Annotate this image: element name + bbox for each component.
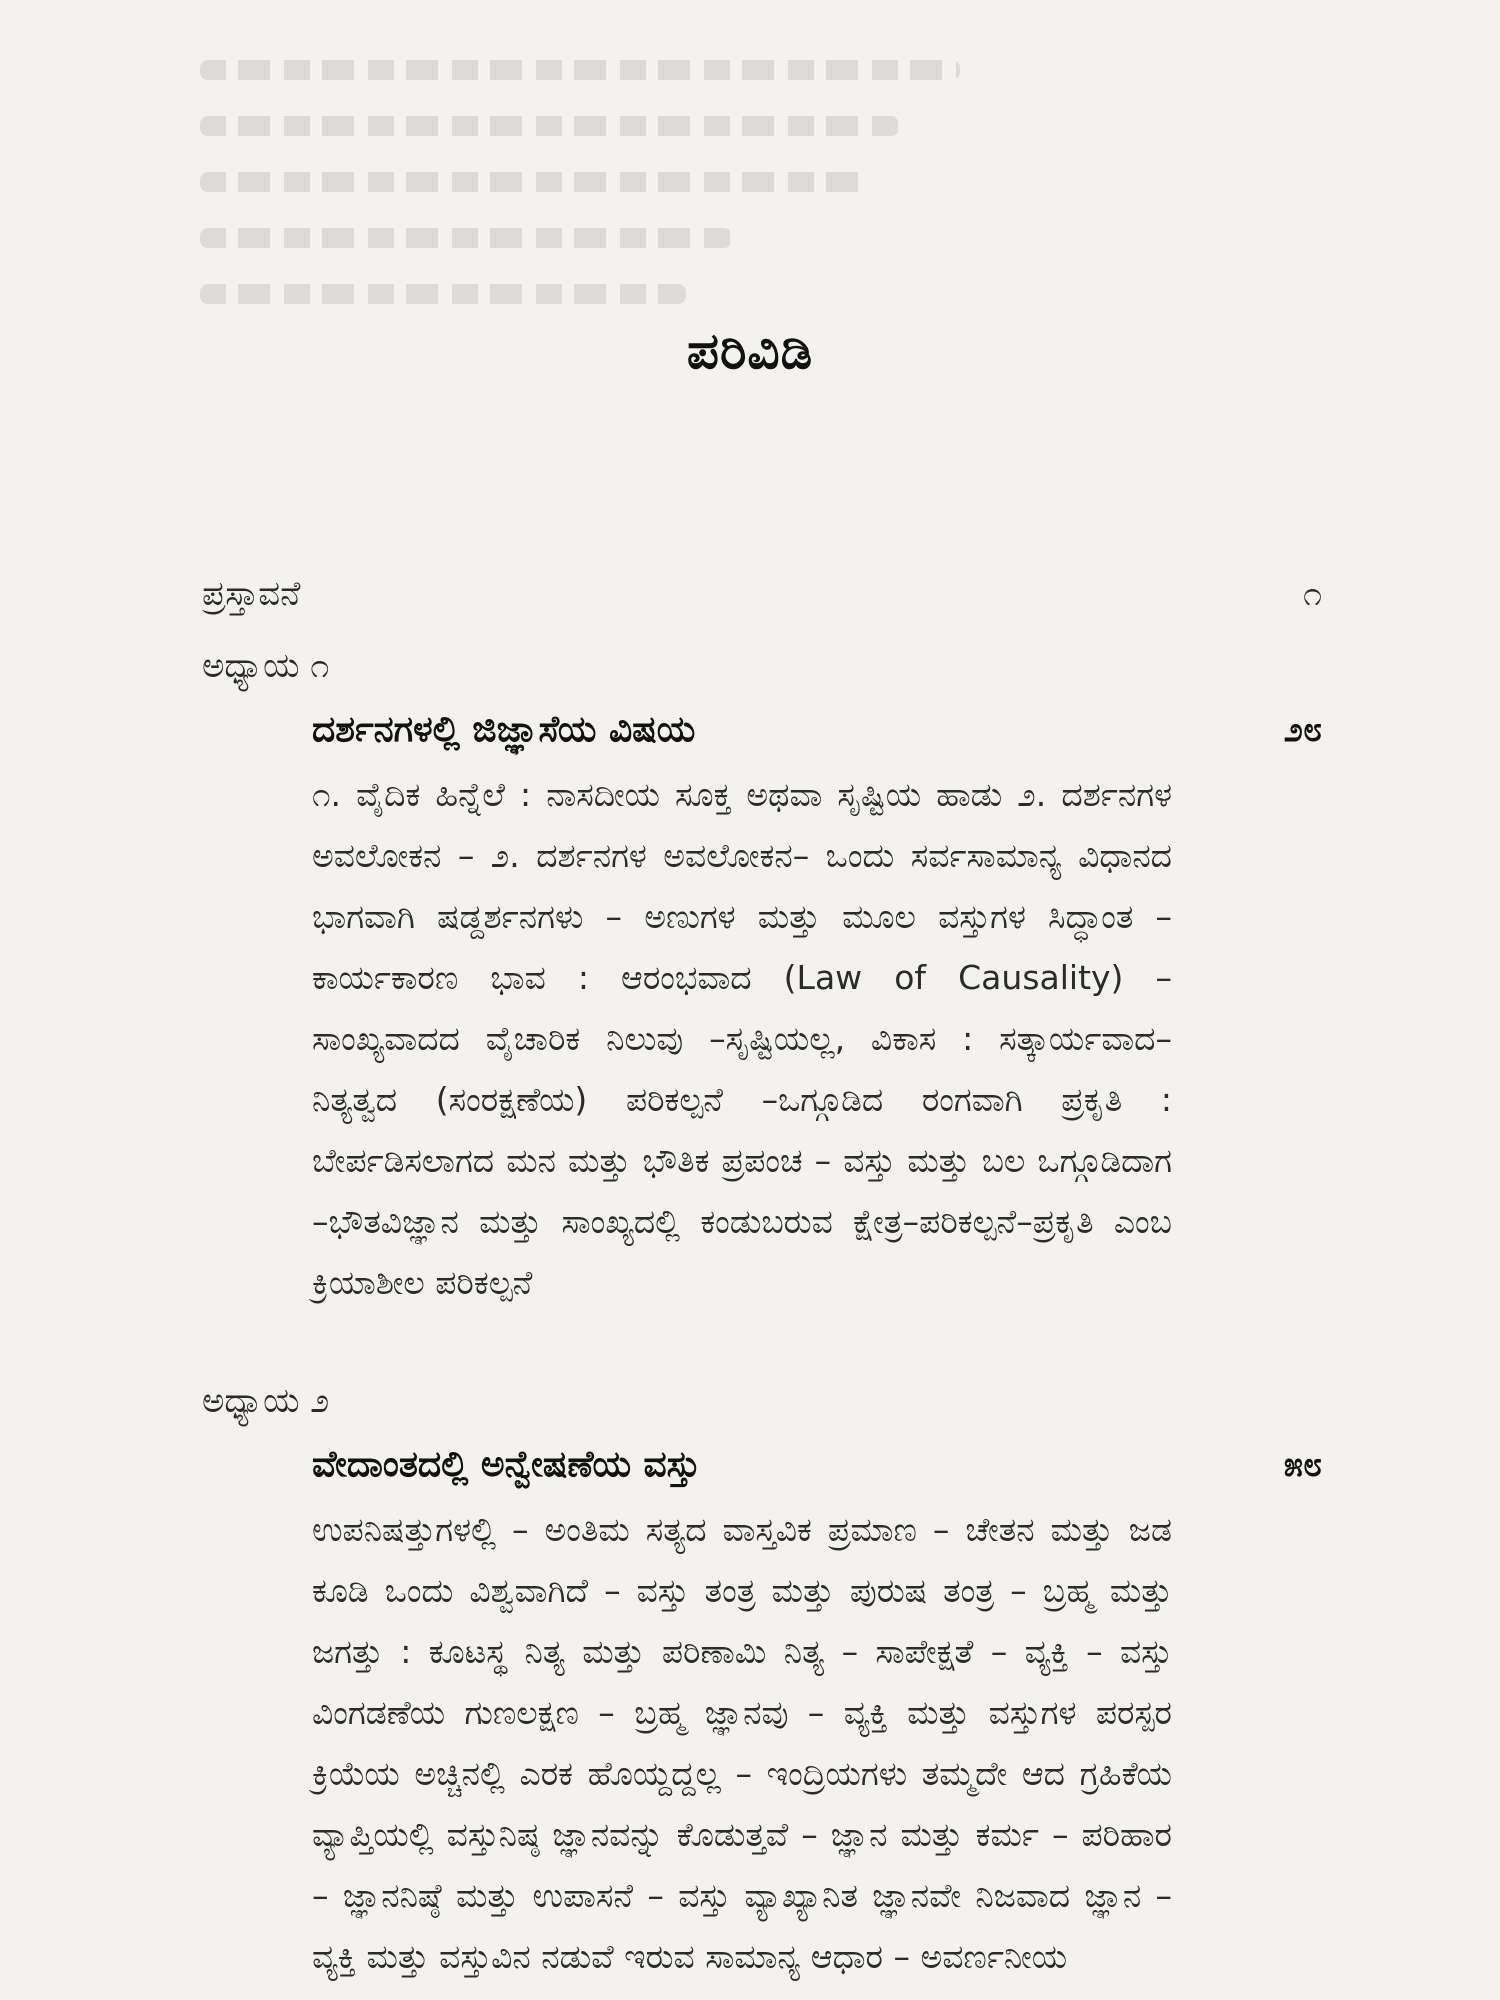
toc-intro-page-number: ೧ (1302, 574, 1322, 614)
ghost-line (200, 228, 732, 248)
chapter-2-page-number: ೫೮ (1283, 1445, 1322, 1485)
chapter-1-description: ೧. ವೈದಿಕ ಹಿನ್ನೆಲೆ : ನಾಸದೀಯ ಸೂಕ್ತ ಅಥವಾ ಸೃಷ್ಟಿಯ ಹಾಡು ೨. ದರ್ಶನಗಳ ಅವಲೋಕನ – ೨. ದರ್ಶನಗಳ ಅವಲೋಕನ– ಒಂದು ಸರ್ವಸಾಮಾನ್ಯ ವಿಧಾನದ ಭಾಗವಾಗಿ ಷಡ್ದರ್ಶನಗಳು – ಅಣುಗಳ ಮತ್ತು ಮೂಲ ವಸ್ತುಗಳ ಸಿದ್ಧಾಂತ – ಕಾರ್ಯಕಾರಣ ಭಾವ : ಆರಂಭವಾದ (Law of Causality) – ಸಾಂಖ್ಯವಾದದ ವೈಚಾರಿಕ ನಿಲುವು –ಸೃಷ್ಟಿಯಲ್ಲ, ವಿಕಾಸ : ಸತ್ಕಾರ್ಯವಾದ– ನಿತ್ಯತ್ವದ (ಸಂರಕ್ಷಣೆಯ) ಪರಿಕಲ್ಪನೆ –ಒಗ್ಗೂಡಿದ ರಂಗವಾಗಿ ಪ್ರಕೃತಿ : ಬೇರ್ಪಡಿಸಲಾಗದ ಮನ ಮತ್ತು ಭೌತಿಕ ಪ್ರಪಂಚ – ವಸ್ತು ಮತ್ತು ಬಲ ಒಗ್ಗೂಡಿದಾಗ –ಭೌತವಿಜ್ಞಾನ ಮತ್ತು ಸಾಂಖ್ಯದಲ್ಲಿ ಕಂಡುಬರುವ ಕ್ಷೇತ್ರ–ಪರಿಕಲ್ಪನೆ–ಪ್ರಕೃತಿ ಎಂಬ ಕ್ರಿಯಾಶೀಲ ಪರಿಕಲ್ಪನೆ (312, 775, 1172, 1302)
toc-intro-label: ಪ್ರಸ್ತಾವನೆ (202, 574, 301, 614)
chapter-1-heading: ಅಧ್ಯಾಯ ೧ (202, 646, 330, 686)
ghost-line (200, 116, 899, 136)
table-of-contents (202, 570, 1322, 1987)
chapter-2-title: ವೇದಾಂತದಲ್ಲಿ ಅನ್ವೇಷಣೆಯ ವಸ್ತು (312, 1444, 701, 1485)
ghost-line (200, 284, 686, 304)
ghost-line (200, 60, 960, 80)
chapter-1-page-number: ೨೮ (1283, 710, 1322, 750)
bleed-through-text (200, 60, 960, 320)
chapter-1-title: ದರ್ಶನಗಳಲ್ಲಿ ಜಿಜ್ಞಾಸೆಯ ವಿಷಯ (312, 709, 696, 750)
chapter-2-description: ಉಪನಿಷತ್ತುಗಳಲ್ಲಿ – ಅಂತಿಮ ಸತ್ಯದ ವಾಸ್ತವಿಕ ಪ್ರಮಾಣ – ಚೇತನ ಮತ್ತು ಜಡ ಕೂಡಿ ಒಂದು ವಿಶ್ವವಾಗಿದೆ – ವಸ್ತು ತಂತ್ರ ಮತ್ತು ಪುರುಷ ತಂತ್ರ – ಬ್ರಹ್ಮ ಮತ್ತು ಜಗತ್ತು : ಕೂಟಸ್ಥ ನಿತ್ಯ ಮತ್ತು ಪರಿಣಾಮಿ ನಿತ್ಯ – ಸಾಪೇಕ್ಷತೆ – ವ್ಯಕ್ತಿ – ವಸ್ತು ವಿಂಗಡಣೆಯ ಗುಣಲಕ್ಷಣ – ಬ್ರಹ್ಮ ಜ್ಞಾನವು – ವ್ಯಕ್ತಿ ಮತ್ತು ವಸ್ತುಗಳ ಪರಸ್ಪರ ಕ್ರಿಯೆಯ ಅಚ್ಚಿನಲ್ಲಿ ಎರಕ ಹೊಯ್ದದ್ದಲ್ಲ – ಇಂದ್ರಿಯಗಳು ತಮ್ಮದೇ ಆದ ಗ್ರಹಿಕೆಯ ವ್ಯಾಪ್ತಿಯಲ್ಲಿ ವಸ್ತುನಿಷ್ಠ ಜ್ಞಾನವನ್ನು ಕೊಡುತ್ತವೆ – ಜ್ಞಾನ ಮತ್ತು ಕರ್ಮ – ಪರಿಹಾರ – ಜ್ಞಾನನಿಷ್ಠೆ ಮತ್ತು ಉಪಾಸನೆ – ವಸ್ತು ವ್ಯಾಖ್ಯಾನಿತ ಜ್ಞಾನವೇ ನಿಜವಾದ ಜ್ಞಾನ – ವ್ಯಕ್ತಿ ಮತ್ತು ವಸ್ತುವಿನ ನಡುವೆ ಇರುವ ಸಾಮಾನ್ಯ ಆಧಾರ – ಅವರ್ಣನೀಯ (312, 1510, 1172, 1976)
chapter-2-heading: ಅಧ್ಯಾಯ ೨ (202, 1381, 330, 1421)
toc-intro-entry (202, 570, 1322, 618)
page-title: ಪರಿವಿಡಿ (686, 322, 814, 380)
chapter-1-title-row (312, 696, 1322, 764)
ghost-line (200, 172, 869, 192)
chapter-2-title-row (312, 1431, 1322, 1499)
